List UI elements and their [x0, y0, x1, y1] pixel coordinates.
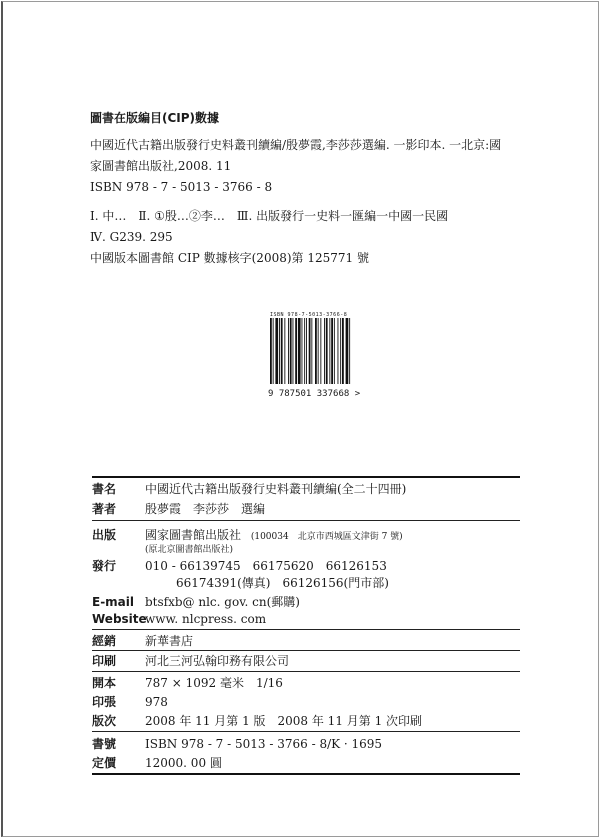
row-seller — [92, 632, 193, 649]
cip-line-title-2: 家圖書館出版社,2008. 11 — [90, 159, 232, 173]
barcode-bar — [329, 318, 330, 384]
divider-1 — [92, 520, 520, 521]
sheets-label: 印張 — [92, 695, 117, 709]
divider-2 — [92, 629, 520, 630]
barcode-bar — [284, 318, 285, 384]
barcode-bar — [288, 318, 289, 384]
divider-top — [92, 476, 520, 478]
barcode-bar — [295, 318, 297, 384]
website-label: Website — [92, 612, 147, 626]
distribution-phones: 010 - 66139745 66175620 66126153 — [145, 559, 387, 573]
barcode-bar — [349, 318, 350, 384]
edition-value: 2008 年 11 月第 1 版 2008 年 11 月第 1 次印刷 — [145, 714, 423, 728]
barcode-bar — [334, 318, 335, 384]
row-printer — [92, 652, 289, 669]
barcode-bar — [290, 318, 292, 384]
row-price — [92, 754, 222, 771]
printer-value: 河北三河弘翰印務有限公司 — [145, 654, 290, 668]
printer-label: 印刷 — [92, 654, 117, 668]
authors-label: 著者 — [92, 502, 117, 516]
publisher-value: 國家圖書館出版社 — [145, 528, 242, 542]
cip-line-title-1: 中國近代古籍出版發行史料叢刊續編/殷夢霞,李莎莎選編. 一影印本. 一北京:國 — [90, 138, 502, 152]
price-label: 定價 — [92, 756, 117, 770]
row-format — [92, 674, 283, 691]
row-sheets — [92, 693, 168, 710]
divider-4 — [92, 671, 520, 672]
authors-value: 殷夢霞 李莎莎 選編 — [145, 502, 266, 516]
barcode-bar — [304, 318, 305, 384]
format-value: 787 × 1092 毫米 1/16 — [145, 676, 283, 690]
distribution-fax-store: 66174391(傳真) 66126156(門市部) — [176, 576, 389, 590]
cip-heading: 圖書在版編目(CIP)數據 — [90, 111, 220, 125]
divider-3 — [92, 650, 520, 651]
website-value: www. nlcpress. com — [145, 612, 267, 626]
distribution-label: 發行 — [92, 559, 117, 573]
sheets-value: 978 — [145, 695, 168, 709]
barcode-bar — [342, 318, 344, 384]
barcode-bar — [315, 318, 317, 384]
barcode-bar — [309, 318, 311, 384]
barcode-bar — [281, 318, 283, 384]
barcode-bar — [279, 318, 280, 384]
row-email — [92, 593, 300, 610]
divider-bottom — [92, 773, 520, 775]
barcode-number-text: 9 787501 337668 > — [268, 389, 361, 399]
barcode-bar — [270, 318, 272, 384]
cip-block — [90, 108, 560, 269]
cip-line-call-number: Ⅳ. G239. 295 — [90, 230, 173, 244]
isbn-barcode — [268, 312, 372, 399]
title-label: 書名 — [92, 482, 117, 496]
barcode-bar — [275, 318, 278, 384]
row-book-number — [92, 735, 382, 752]
title-value: 中國近代古籍出版發行史料叢刊續編(全二十四冊) — [145, 482, 407, 496]
seller-value: 新華書店 — [145, 634, 194, 648]
barcode-bar — [311, 318, 312, 384]
barcode-bar — [320, 318, 321, 384]
email-label: E-mail — [92, 595, 135, 609]
cip-line-isbn: ISBN 978 - 7 - 5013 - 3766 - 8 — [90, 180, 273, 194]
barcode-bar — [306, 318, 307, 384]
seller-label: 經銷 — [92, 634, 117, 648]
publisher-address: (100034 北京市西城區文津街 7 號) — [250, 532, 403, 542]
cip-line-classification: Ⅰ. 中… Ⅱ. ①殷…②李… Ⅲ. 出版發行一史料一匯編一中國一民國 — [90, 209, 449, 223]
row-title — [92, 480, 406, 497]
book-number-label: 書號 — [92, 737, 117, 751]
email-value: btsfxb@ nlc. gov. cn(郵購) — [145, 595, 300, 609]
publisher-former-name: (原北京圖書館出版社) — [145, 545, 234, 555]
row-edition — [92, 712, 422, 729]
barcode-bar — [273, 318, 274, 384]
row-website — [92, 612, 266, 626]
format-label: 開本 — [92, 676, 117, 690]
row-authors — [92, 500, 265, 517]
barcode-bars — [268, 318, 368, 386]
barcode-bar — [346, 318, 349, 384]
barcode-bar — [318, 318, 319, 384]
divider-5 — [92, 731, 520, 732]
row-publisher — [92, 526, 403, 543]
price-value: 12000. 00 圓 — [145, 756, 222, 770]
barcode-bar — [340, 318, 341, 384]
publisher-label: 出版 — [92, 528, 117, 542]
barcode-bar — [293, 318, 294, 384]
barcode-bar — [331, 318, 333, 384]
cip-line-record-number: 中國版本圖書館 CIP 數據核字(2008)第 125771 號 — [90, 251, 369, 265]
row-distribution — [92, 557, 387, 574]
barcode-bar — [302, 318, 303, 384]
book-number-value: ISBN 978 - 7 - 5013 - 3766 - 8/K · 1695 — [145, 737, 383, 751]
barcode-bar — [324, 318, 325, 384]
barcode-bar — [298, 318, 301, 384]
barcode-isbn-text: ISBN 978-7-5013-3766-8 — [270, 312, 348, 318]
barcode-bar — [326, 318, 328, 384]
edition-label: 版次 — [92, 714, 117, 728]
barcode-bar — [338, 318, 339, 384]
